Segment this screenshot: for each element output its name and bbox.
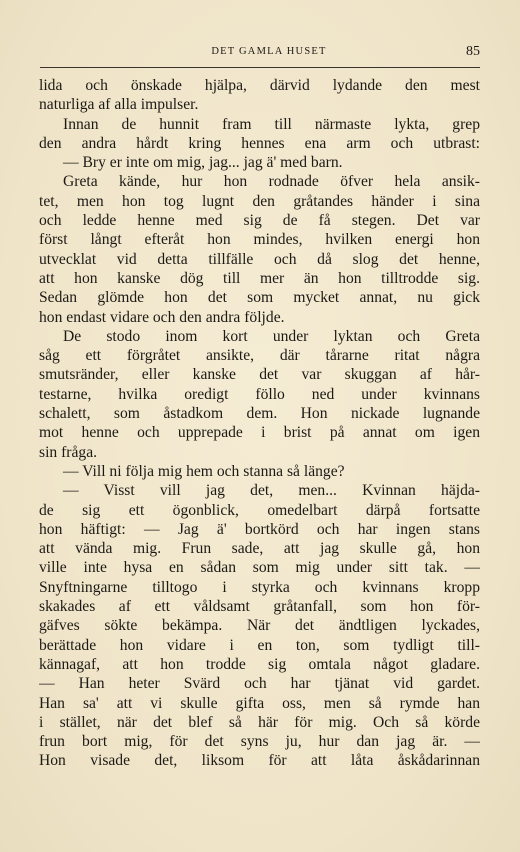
text-line: att hon kanske dög till mer än hon tilltrodde sig. (39, 269, 480, 287)
text-line: berättade hon vidare i en ton, som tydligt till- (39, 636, 480, 654)
text-line: — Visst vill jag det, men... Kvinnan häjda- (63, 482, 480, 500)
text-line: hon endast vidare och den andra följde. (39, 308, 285, 326)
text-line: skakades af ett våldsamt gråtanfall, som hon för- (39, 598, 480, 616)
text-line: de sig ett ögonblick, omedelbart därpå fortsatte (39, 501, 480, 519)
text-line: — Vill ni följa mig hem och stanna så länge? (63, 462, 345, 480)
text-line: Innan de hunnit fram till närmaste lykta, grep (63, 115, 480, 133)
text-line: Greta kände, hur hon rodnade öfver hela ansik- (63, 173, 480, 191)
text-line: — Bry er inte om mig, jag... jag ä' med barn. (63, 154, 343, 172)
text-line: sin fråga. (39, 443, 98, 461)
text-line: först långt efteråt hon mindes, hvilken energi hon (39, 231, 480, 249)
text-line: De stodo inom kort under lyktan och Greta (63, 327, 480, 345)
text-line: lida och önskade hjälpa, därvid lydande den mest (39, 77, 480, 94)
text-line: såg ett förgråtet ansikte, där tårarne ritat några (39, 347, 480, 365)
text-line: Han sa' att vi skulle gifta oss, men så rymde han (39, 694, 480, 712)
text-line: och ledde henne med sig de få stegen. Det var (39, 212, 480, 230)
text-line: frun bort mig, för det syns ju, hur dan jag är. — (39, 733, 480, 751)
text-line: — Han heter Svärd och har tjänat vid gardet. (39, 675, 480, 693)
header-rule (40, 67, 480, 68)
text-line: testarne, hvilka oredigt föllo ned under kvinnans (39, 385, 480, 403)
text-line: mot henne och upprepade i brist på annat om igen (39, 424, 480, 442)
text-line: gäfves sökte bekämpa. När det ändtligen lyckades, (39, 617, 480, 635)
text-line: utvecklat vid detta tillfälle och då slog det henne, (39, 250, 480, 268)
text-line: hon häftigt: — Jag ä' bortkörd och har ingen stans (39, 520, 480, 538)
text-line: den andra hårdt kring hennes ena arm och utbrast: (39, 134, 480, 152)
text-line: Hon visade det, liksom för att låta åskådarinnan (39, 752, 480, 770)
page-number: 85 (466, 44, 480, 59)
body-text (39, 76, 480, 771)
running-head (40, 46, 480, 64)
text-line: Sedan glömde hon det som mycket annat, nu gick (39, 289, 480, 307)
text-line: naturliga af alla impulser. (39, 96, 199, 114)
text-line: i stället, när det blef så här för mig. Och så körde (39, 713, 480, 731)
text-line: att vända mig. Frun sade, att jag skulle gå, hon (39, 540, 480, 558)
text-line: ville inte hysa en sådan som mig under sitt tak. — (39, 559, 480, 577)
text-line: smutsränder, eller kanske det var skuggan af hår- (39, 366, 480, 384)
text-line: schalett, som åstadkom dem. Hon nickade lugnande (39, 405, 480, 423)
text-line: Snyftningarne tilltogo i styrka och kvinnans kropp (39, 578, 480, 596)
text-line: kännagaf, att hon trodde sig omtala något gladare. (39, 655, 480, 673)
running-title: DET GAMLA HUSET (211, 46, 327, 57)
text-line: tet, men hon tog lugnt den gråtandes händer i sina (39, 192, 480, 210)
